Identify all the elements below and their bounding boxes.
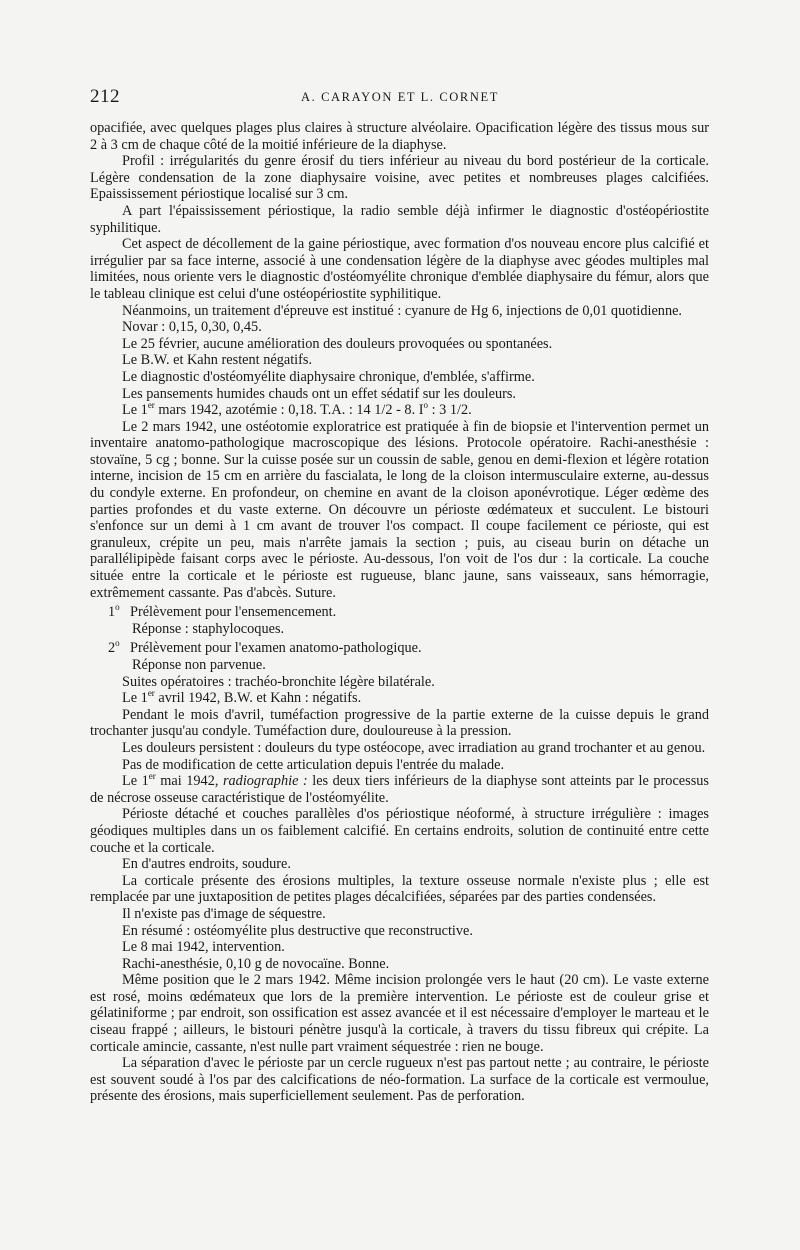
paragraph: Suites opératoires : trachéo-bronchite légère bilatérale. [122,673,435,690]
paragraph: Même position que le 2 mars 1942. Même incision prolongée vers le haut (20 cm). Le vaste externe est rosé, moins œdémateux que lors de la première intervention. Le périoste est de couleur grise et gélatiniforme ; par endroit, son ossification est assez avancée et il est nécessaire d'employer le marteau et le ciseau frappé ; ailleurs, le bistouri pénètre jusqu'à la corticale, à travers du tissu fibreux qui crépite. La corticale amincie, cassante, n'est nulle part vraiment séquestrée : rien ne bouge. [90,972,709,1055]
item-text: Prélèvement pour l'examen anatomo-pathologique. [130,640,422,657]
paragraph: En d'autres endroits, soudure. [122,856,291,873]
numbered-item [90,640,709,673]
item-response: Réponse non parvenue. [132,657,266,673]
paragraph: A part l'épaississement périostique, la radio semble déjà infirmer le diagnostic d'ostéopériostite syphilitique. [90,202,709,236]
running-title: A. CARAYON ET L. CORNET [301,90,499,104]
paragraph: La séparation d'avec le périoste par un cercle rugueux n'est pas partout nette ; au contraire, le périoste est souvent soudé à l'os par des calcifications de néo-formation. La surface de la corticale est vermoulue, présente des érosions, mais superficiellement seulement. Pas de perforation. [90,1055,709,1105]
paragraph: Rachi-anesthésie, 0,10 g de novocaïne. Bonne. [122,955,390,972]
paragraph: Le B.W. et Kahn restent négatifs. [122,352,313,369]
paragraph: Périoste détaché et couches parallèles d'os périostique néoformé, à structure irrégulière : images géodiques multiples dans un os faiblement calcifié. En certains endroits, solution de continuité entre cette couche et la corticale. [90,806,709,856]
paragraph: opacifiée, avec quelques plages plus claires à structure alvéolaire. Opacification légère des tissus mous sur 2 à 3 cm de chaque côté de la moitié inférieure de la diaphyse. [90,120,709,153]
page-header [90,86,710,106]
paragraph: Les pansements humides chauds ont un effet sédatif sur les douleurs. [122,385,517,402]
paragraph: Le diagnostic d'ostéomyélite diaphysaire chronique, d'emblée, s'affirme. [122,368,535,385]
body-text [90,120,709,1105]
item-number: 2$^o$ [108,638,120,657]
paragraph: Néanmoins, un traitement d'épreuve est institué : cyanure de Hg 6, injections de 0,01 quotidienne. [122,302,683,319]
paragraph: Novar : 0,15, 0,30, 0,45. [122,319,262,336]
paragraph: En résumé : ostéomyélite plus destructive que reconstructive. [122,922,473,939]
paragraph: Pas de modification de cette articulation depuis l'entrée du malade. [122,756,505,773]
item-text: Prélèvement pour l'ensemencement. [130,604,337,621]
paragraph: Le 1er avril 1942, B.W. et Kahn : négatifs. [122,688,362,707]
paragraph: Le 2 mars 1942, une ostéotomie exploratrice est pratiquée à fin de biopsie et l'intervention permet un inventaire anatomo-pathologique macroscopique des lésions. Protocole opératoire. Rachi-anesthésie : stovaïne, 5 cg ; bonne. Sur la cuisse posée sur un coussin de sable, genou en demi-flexion et légère rotation interne, incision de 15 cm en arrière du fascialata, le long de la cloison intermusculaire externe, au-dessus du condyle externe. En profondeur, on chemine en avant de la cloison aponévrotique. Léger œdème des parties profondes et du vaste externe. On découvre un périoste œdémateux et succulent. Le bistouri s'enfonce sur un demi à 1 cm avant de trouver l'os compact. Il coupe facilement ce périoste, qui est granuleux, crépite un peu, mais n'arrête jamais la section ; puis, au ciseau burin on détache un parallélipipède faisant corps avec le périoste. Au-dessous, l'on voit de l'os dur : la corticale. La couche située entre la corticale et le périoste est rugueuse, blanc jaune, sans vaisseaux, sans hémorragie, extrêmement cassante. Pas d'abcès. Suture. [90,418,709,601]
paragraph: Profil : irrégularités du genre érosif du tiers inférieur au niveau du bord postérieur de la corticale. Légère condensation de la zone diaphysaire voisine, avec petites et nombreuses plages calcifiées. Epaississement périostique localisé sur 3 cm. [90,153,709,203]
paragraph: Pendant le mois d'avril, tuméfaction progressive de la partie externe de la cuisse depuis le grand trochanter jusqu'au condyle. Tuméfaction dure, douloureuse à la pression. [90,706,709,740]
paragraph: La corticale présente des érosions multiples, la texture osseuse normale n'existe plus ; elle est remplacée par une juxtaposition de petites plages décalcifiées, séparées par des parties condensées. [90,872,709,906]
paragraph: Il n'existe pas d'image de séquestre. [122,905,326,922]
paragraph: Les douleurs persistent : douleurs du type ostéocope, avec irradiation au grand trochanter et au genou. [122,739,706,756]
numbered-item [90,604,709,637]
item-number: 1$^o$ [108,602,120,621]
paragraph: Le 8 mai 1942, intervention. [122,939,285,956]
page-number: 212 [90,86,120,107]
paragraph: Cet aspect de décollement de la gaine périostique, avec formation d'os nouveau encore plus calcifié et irrégulier par sa face interne, associé à une condensation légère de la diaphyse avec géodes multiples mal limitées, nous oriente vers le diagnostic d'ostéomyélite chronique d'emblée diaphysaire du fémur, alors que le tableau clinique est celui d'une ostéopériostite syphilitique. [90,236,709,302]
item-response: Réponse : staphylocoques. [132,620,285,637]
paragraph: Le 1er mars 1942, azotémie : 0,18. T.A. : 14 1/2 - 8. $I^o$ : 3 1/2. [122,400,472,419]
paragraph: Le 25 février, aucune amélioration des douleurs provoquées ou spontanées. [122,335,553,352]
paragraph: Le 1er mai 1942, radiographie : les deux tiers inférieurs de la diaphyse sont atteints par le processus de nécrose osseuse caractéristique de l'ostéomyélite. [90,771,709,806]
